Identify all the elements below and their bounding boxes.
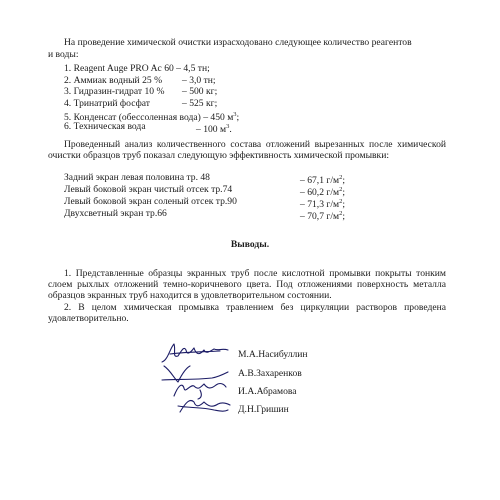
result-value: – 70,7 $г/м^2$; [300, 210, 345, 223]
reagent-value: – 500 кг; [182, 86, 218, 97]
reagent-item: 4. Тринатрий фосфат [64, 98, 150, 109]
result-value: – 60,2 $г/м^2$; [300, 186, 345, 199]
conclusion-item: 2. В целом химическая промывка травлением без циркуляции растворов проведена удовлетворительно. [48, 302, 446, 324]
result-label: Двухсветный экран тр.66 [64, 208, 167, 219]
reagent-value: – 100 $м^3$. [196, 123, 232, 136]
conclusion-item: 1. Представленные образцы экранных труб после кислотной промывки покрыты тонким слоем рыхлых отложений темно-коричневого цвета. Под отложениями поверхность металла образцов экранных труб находится в удовлетворительном состоянии. [48, 268, 446, 301]
result-label: Левый боковой экран соленый отсек тр.90 [64, 196, 237, 207]
signatory-name: И.А.Абрамова [238, 386, 297, 397]
reagent-item: 6. Техническая вода [64, 121, 146, 132]
intro-line-1: На проведение химической очистки израсходовано следующее количество реагентов [64, 37, 412, 48]
reagent-item: 1. Reagent Auge PRO Ac 60 – 4,5 тн; [64, 63, 210, 74]
reagent-value: – 525 кг; [182, 98, 218, 109]
signatory-name: Д.Н.Гришин [238, 404, 289, 415]
reagent-item: 2. Аммиак водный 25 % [64, 75, 163, 86]
reagent-item: 3. Гидразин-гидрат 10 % [64, 86, 165, 97]
analysis-paragraph: Проведенный анализ количественного состава отложений вырезанных после химической очистки образцов труб показал следующую эффективность химической промывки: [48, 139, 446, 161]
signatory-name: М.А.Насибуллин [238, 349, 308, 360]
result-label: Задний экран левая половина тр. 48 [64, 172, 210, 183]
result-value: – 67,1 $г/м^2$; [300, 174, 345, 187]
intro-line-2: и воды: [48, 49, 79, 60]
conclusions-heading: Выводы. [230, 239, 270, 250]
result-label: Левый боковой экран чистый отсек тр.74 [64, 184, 233, 195]
signatory-name: А.В.Захаренков [238, 368, 302, 379]
reagent-item: 5. Конденсат (обессоленная вода) – 450 $м^3$; [64, 111, 240, 124]
signature-4 [174, 394, 232, 416]
reagent-value: – 3,0 тн; [182, 75, 216, 86]
result-value: – 71,3 $г/м^2$; [300, 198, 345, 211]
